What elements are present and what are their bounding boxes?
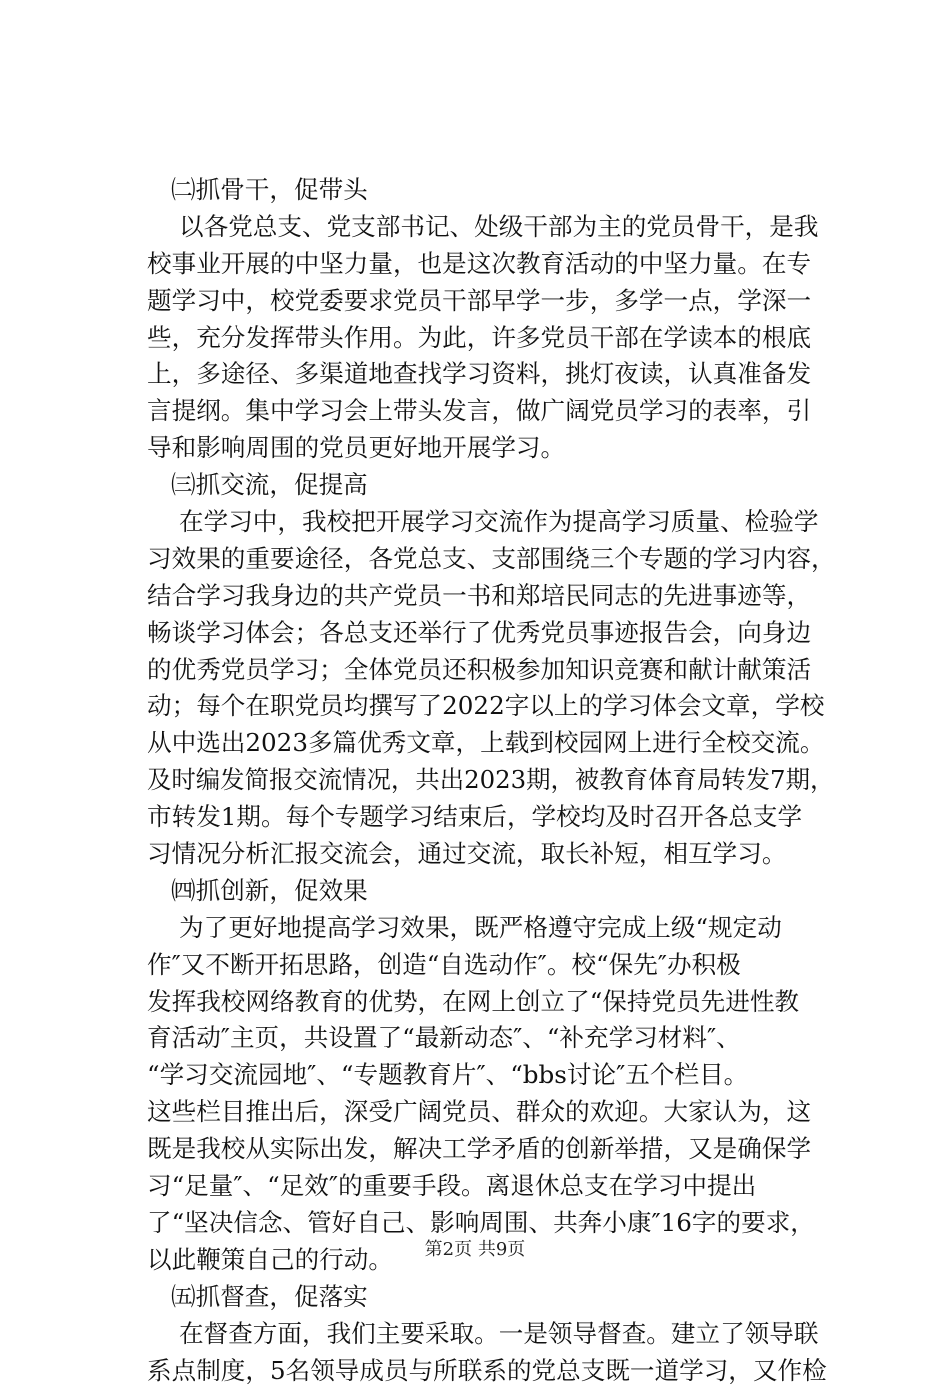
document-body [147,172,837,1389]
paragraph-line: 校事业开展的中坚力量，也是这次教育活动的中坚力量。在专 [147,246,837,283]
paragraph-line: 了“坚决信念、管好自己、影响周围、共奔小康″16字的要求， [147,1205,837,1242]
paragraph-line: 言提纲。集中学习会上带头发言，做广阔党员学习的表率，引 [147,393,837,430]
paragraph-line: 为了更好地提高学习效果，既严格遵守完成上级“规定动 [147,910,837,947]
paragraph-line: 从中选出2023多篇优秀文章，上载到校园网上进行全校交流。 [147,725,837,762]
paragraph-line: 习情况分析汇报交流会，通过交流，取长补短，相互学习。 [147,836,837,873]
paragraph-line: 上，多途径、多渠道地查找学习资料，挑灯夜读，认真准备发 [147,356,837,393]
paragraph-line: 既是我校从实际出发，解决工学矛盾的创新举措，又是确保学 [147,1131,837,1168]
paragraph-line: 的优秀党员学习；全体党员还积极参加知识竞赛和献计献策活 [147,652,837,689]
section-heading: ㈤抓督查，促落实 [147,1279,837,1316]
paragraph-line: 及时编发简报交流情况，共出2023期，被教育体育局转发7期， [147,762,837,799]
paragraph-line: 系点制度，5名领导成员与所联系的党总支既一道学习，又作检 [147,1353,837,1389]
paragraph-line: 以此鞭策自己的行动。 [147,1242,837,1279]
paragraph-line: 在学习中，我校把开展学习交流作为提高学习质量、检验学 [147,504,837,541]
paragraph-line: 在督查方面，我们主要采取。一是领导督查。建立了领导联 [147,1316,837,1353]
paragraph-line: 些，充分发挥带头作用。为此，许多党员干部在学读本的根底 [147,320,837,357]
paragraph-line: 结合学习我身边的共产党员一书和郑培民同志的先进事迹等， [147,578,837,615]
paragraph-line: 导和影响周围的党员更好地开展学习。 [147,430,837,467]
paragraph-line: 动；每个在职党员均撰写了2022字以上的学习体会文章，学校 [147,688,837,725]
paragraph-line: 这些栏目推出后，深受广阔党员、群众的欢迎。大家认为，这 [147,1094,837,1131]
paragraph-line: “学习交流园地″、“专题教育片″、“bbs讨论″五个栏目。 [147,1057,837,1094]
page-footer: 第2页 共9页 [0,1238,950,1262]
paragraph-line: 畅谈学习体会；各总支还举行了优秀党员事迹报告会，向身边 [147,615,837,652]
paragraph-line: 育活动″主页，共设置了“最新动态″、“补充学习材料″、 [147,1020,837,1057]
section-heading: ㈣抓创新，促效果 [147,873,837,910]
section-heading: ㈢抓交流，促提高 [147,467,837,504]
section-heading: ㈡抓骨干，促带头 [147,172,837,209]
paragraph-line: 作″又不断开拓思路，创造“自选动作″。校“保先″办积极 [147,947,837,984]
paragraph-line: 以各党总支、党支部书记、处级干部为主的党员骨干，是我 [147,209,837,246]
paragraph-line: 发挥我校网络教育的优势，在网上创立了“保持党员先进性教 [147,984,837,1021]
paragraph-line: 题学习中，校党委要求党员干部早学一步，多学一点，学深一 [147,283,837,320]
paragraph-line: 习效果的重要途径，各党总支、支部围绕三个专题的学习内容， [147,541,837,578]
paragraph-line: 市转发1期。每个专题学习结束后，学校均及时召开各总支学 [147,799,837,836]
paragraph-line: 习“足量″、“足效″的重要手段。离退休总支在学习中提出 [147,1168,837,1205]
